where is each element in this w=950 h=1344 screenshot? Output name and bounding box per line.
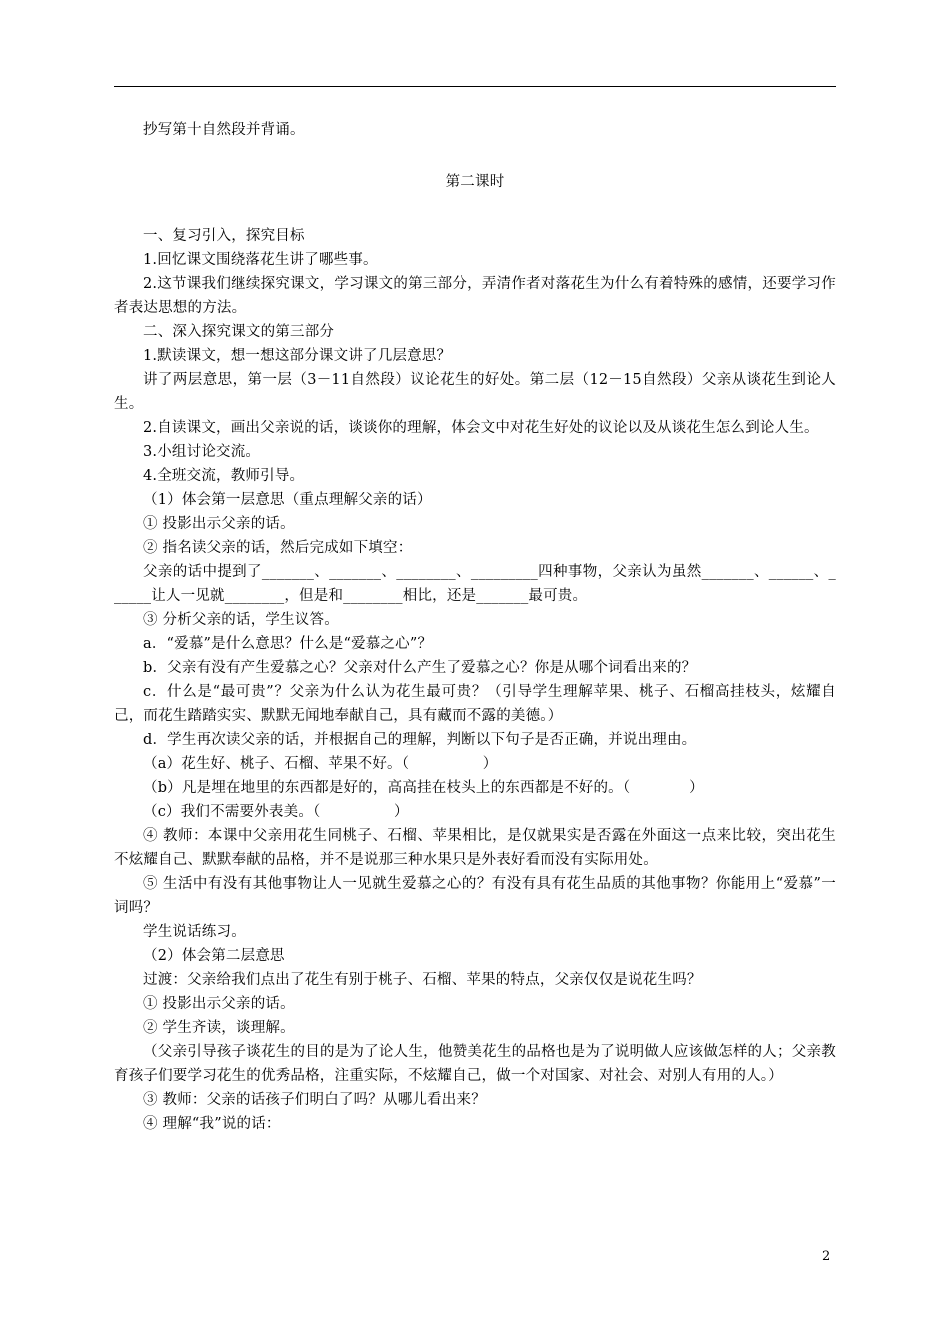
page-number: 2 bbox=[822, 1249, 831, 1264]
paragraph: b．父亲有没有产生爱慕之心？父亲对什么产生了爱慕之心？你是从哪个词看出来的？ bbox=[143, 660, 697, 676]
paragraph: ④ 理解“我”说的话： bbox=[143, 1116, 281, 1132]
paragraph: a．“爱慕”是什么意思？什么是“爱慕之心”？ bbox=[143, 636, 433, 652]
paragraph: 二、深入探究课文的第三部分 bbox=[143, 324, 335, 340]
paragraph: 父亲的话中提到了_______、_______、________、_________四种事物，父亲认为虽然_______、______、______让人一见就________，但是和________相比，还是_______最可贵。 bbox=[114, 564, 836, 604]
paragraph: ⑤ 生活中有没有其他事物让人一见就生爱慕之心的？有没有具有花生品质的其他事物？你能用上“爱慕”一词吗？ bbox=[114, 876, 836, 916]
paragraph: （1）体会第一层意思（重点理解父亲的话） bbox=[143, 492, 432, 508]
paragraph: 讲了两层意思，第一层（3－11自然段）议论花生的好处。第二层（12－15自然段）父亲从谈花生到论人生。 bbox=[114, 372, 836, 412]
paragraph: （c）我们不需要外表美。（ ） bbox=[143, 804, 409, 820]
section-title: 第二课时 bbox=[445, 174, 505, 190]
paragraph: 1.回忆课文围绕落花生讲了哪些事。 bbox=[143, 252, 378, 268]
paragraph: 2.这节课我们继续探究课文，学习课文的第三部分，弄清作者对落花生为什么有着特殊的感情，还要学习作者表达思想的方法。 bbox=[114, 276, 836, 316]
paragraph: ① 投影出示父亲的话。 bbox=[143, 516, 295, 532]
paragraph: （a）花生好、桃子、石榴、苹果不好。（ ） bbox=[143, 756, 498, 772]
paragraph: （2）体会第二层意思 bbox=[143, 948, 285, 964]
paragraph: ② 指名读父亲的话，然后完成如下填空： bbox=[143, 540, 413, 556]
paragraph: ② 学生齐读，谈理解。 bbox=[143, 1020, 295, 1036]
paragraph: c．什么是“最可贵”？父亲为什么认为花生最可贵？（引导学生理解苹果、桃子、石榴高挂枝头，炫耀自己，而花生踏踏实实、默默无闻地奉献自己，具有藏而不露的美德。） bbox=[114, 684, 836, 724]
paragraph: 4.全班交流，教师引导。 bbox=[143, 468, 305, 484]
paragraph: （b）凡是埋在地里的东西都是好的，高高挂在枝头上的东西都是不好的。（ ） bbox=[143, 780, 704, 796]
paragraph: 2.自读课文，画出父亲说的话，谈谈你的理解，体会文中对花生好处的议论以及从谈花生怎么到论人生。 bbox=[143, 420, 819, 436]
paragraph: （父亲引导孩子谈花生的目的是为了论人生，他赞美花生的品格也是为了说明做人应该做怎样的人；父亲教育孩子们要学习花生的优秀品格，注重实际，不炫耀自己，做一个对国家、对社会、对别人有用的人。） bbox=[114, 1044, 836, 1084]
lead-paragraph: 抄写第十自然段并背诵。 bbox=[143, 122, 305, 138]
paragraph: ③ 教师：父亲的话孩子们明白了吗？从哪儿看出来？ bbox=[143, 1092, 486, 1108]
paragraph: ④ 教师：本课中父亲用花生同桃子、石榴、苹果相比，是仅就果实是否露在外面这一点来比较，突出花生不炫耀自己、默默奉献的品格，并不是说那三种水果只是外表好看而没有实际用处。 bbox=[114, 828, 836, 868]
paragraph: d．学生再次读父亲的话，并根据自己的理解，判断以下句子是否正确，并说出理由。 bbox=[143, 732, 697, 748]
paragraph: 学生说话练习。 bbox=[143, 924, 246, 940]
paragraph: 一、复习引入，探究目标 bbox=[143, 228, 305, 244]
paragraph: 3.小组讨论交流。 bbox=[143, 444, 261, 460]
paragraph: 过渡：父亲给我们点出了花生有别于桃子、石榴、苹果的特点，父亲仅仅是说花生吗？ bbox=[143, 972, 702, 988]
document-body bbox=[114, 118, 836, 1136]
paragraph: ① 投影出示父亲的话。 bbox=[143, 996, 295, 1012]
paragraph: ③ 分析父亲的话，学生议答。 bbox=[143, 612, 339, 628]
paragraph-list bbox=[114, 224, 836, 1136]
paragraph: 1.默读课文，想一想这部分课文讲了几层意思？ bbox=[143, 348, 452, 364]
header-rule bbox=[114, 86, 836, 87]
